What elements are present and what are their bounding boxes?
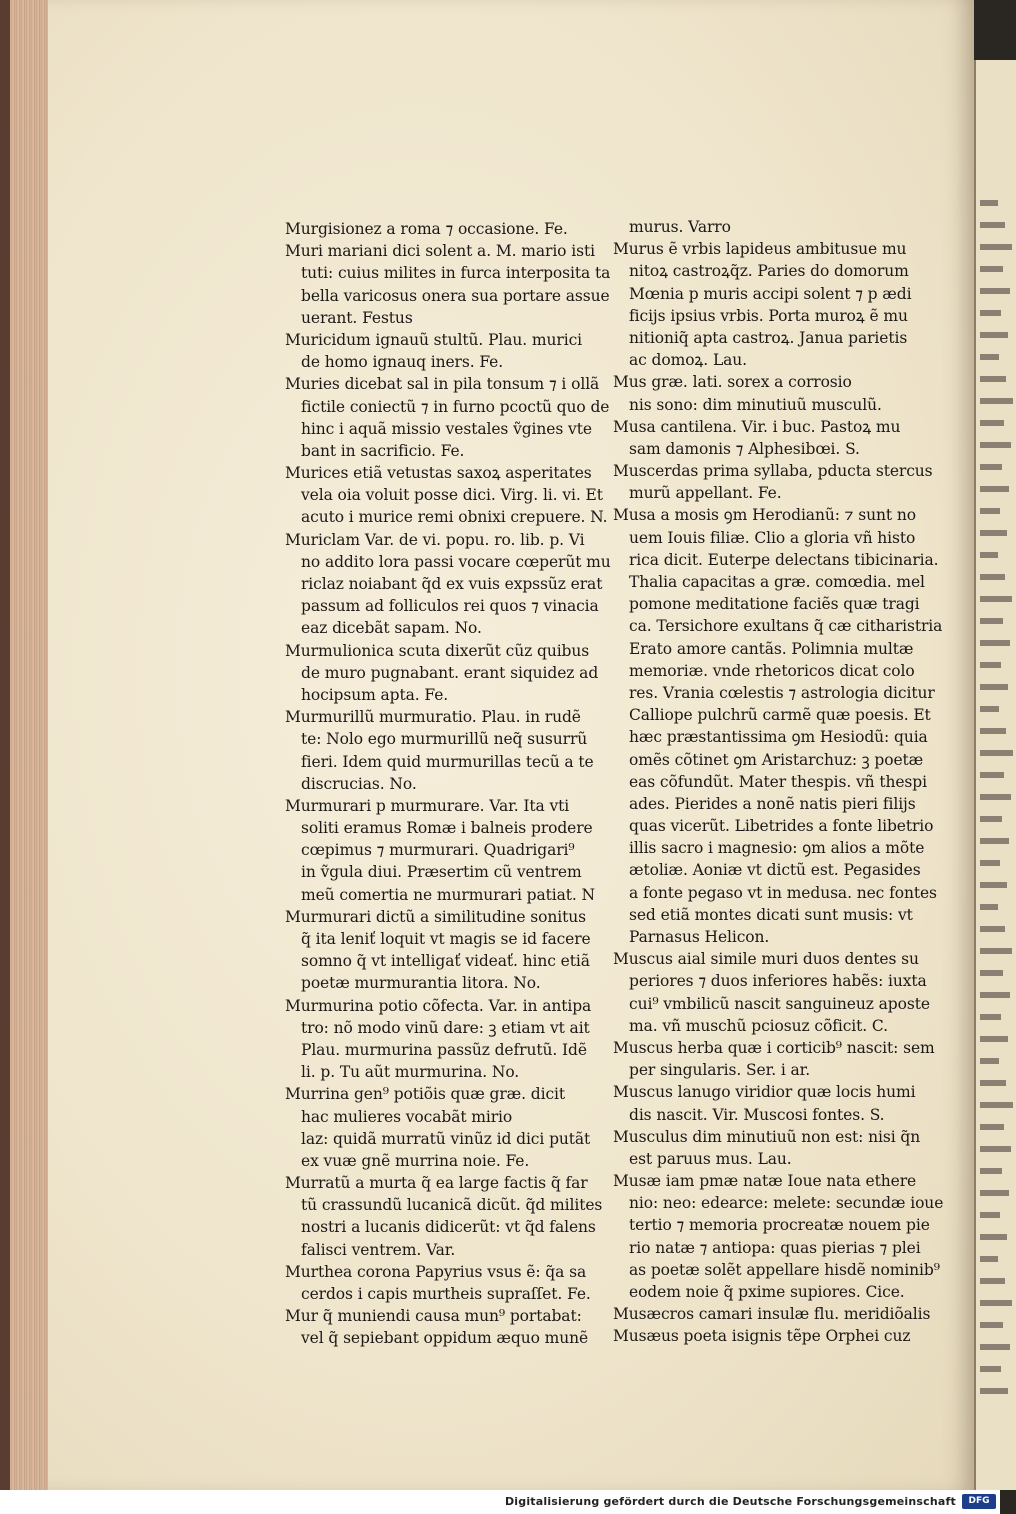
text-line: Murrina gen⁹ potiõis quæ græ. dicit bbox=[285, 1085, 566, 1104]
text-line: Muscus herba quæ i corticib⁹ nascit: sem bbox=[613, 1038, 935, 1057]
footer-bar bbox=[0, 1490, 1000, 1514]
facing-text-smudge bbox=[980, 1322, 1003, 1328]
text-line: tro: nõ modo vinũ dare: ꝫ etiam vt ait bbox=[301, 1018, 590, 1037]
text-line: no addito lora passi vocare cœperũt mu bbox=[301, 552, 611, 571]
text-line: murus. Varro bbox=[629, 218, 731, 236]
text-line: Muscerdas prima syllaba, pducta stercus bbox=[613, 462, 933, 481]
text-line: cerdos i capis murtheis supraſſet. Fe. bbox=[301, 1285, 591, 1303]
facing-text-smudge bbox=[980, 640, 1010, 646]
facing-text-smudge bbox=[980, 1146, 1011, 1152]
facing-text-smudge bbox=[980, 1300, 1012, 1306]
text-line: quas vicerũt. Libetrides a fonte libetrio bbox=[629, 817, 934, 836]
text-line: ficijs ipsius vrbis. Porta muroꝝ ẽ mu bbox=[629, 306, 908, 325]
facing-text-smudge bbox=[980, 310, 1001, 316]
facing-text-smudge bbox=[980, 1036, 1008, 1042]
text-line: Murratũ a murta q̃ ea large factis q̃ far bbox=[285, 1174, 588, 1193]
facing-text-smudge bbox=[980, 530, 1007, 536]
binding-edge bbox=[0, 0, 10, 1490]
text-line: Murthea corona Papyrius vsus ẽ: q̃a sa bbox=[285, 1262, 587, 1281]
facing-text-smudge bbox=[980, 1080, 1006, 1086]
text-line: fictile coniectũ ⁊ in furno pcoctũ quo de bbox=[301, 397, 610, 416]
text-line: ca. Tersichore exultans q̃ cæ citharistria bbox=[629, 617, 943, 636]
text-line: in ṽgula diui. Præsertim cũ ventrem bbox=[301, 863, 582, 882]
facing-text-smudge bbox=[980, 1124, 1004, 1130]
facing-text-smudge bbox=[980, 288, 1010, 294]
facing-text-smudge bbox=[980, 1190, 1009, 1196]
dfg-logo: DFG bbox=[962, 1494, 996, 1509]
facing-text-smudge bbox=[980, 332, 1008, 338]
facing-text-smudge bbox=[980, 574, 1005, 580]
text-line: Murmurillũ murmuratio. Plau. in rudẽ bbox=[285, 708, 581, 727]
facing-text-smudge bbox=[980, 1278, 1005, 1284]
text-line: Mœnia p muris accipi solent ⁊ p ædi bbox=[629, 284, 912, 303]
text-line: Musæcros camari insulæ flu. meridiõalis bbox=[613, 1305, 931, 1324]
text-line: Murgisionez a roma ⁊ occasione. Fe. bbox=[285, 220, 568, 238]
facing-text-smudge bbox=[980, 992, 1010, 998]
facing-text-smudge bbox=[980, 794, 1011, 800]
text-line: de muro pugnabant. erant siquidez ad bbox=[301, 663, 599, 682]
text-line: falisci ventrem. Var. bbox=[301, 1240, 456, 1259]
text-line: nis sono: dim minutiuũ musculũ. bbox=[629, 395, 882, 414]
facing-text-smudge bbox=[980, 970, 1003, 976]
facing-text-smudge bbox=[980, 596, 1012, 602]
facing-text-smudge bbox=[980, 1366, 1001, 1372]
text-line: nitioniq̃ apta castroꝝ. Janua parietis bbox=[629, 328, 908, 347]
text-line: pomone meditatione faciẽs quæ tragi bbox=[629, 595, 920, 614]
text-line: Murmurari dictũ a similitudine sonitus bbox=[285, 907, 587, 926]
facing-text-smudge bbox=[980, 1234, 1007, 1240]
text-line: Muscus lanugo viridior quæ locis humi bbox=[613, 1083, 916, 1102]
facing-text-smudge bbox=[980, 1014, 1001, 1020]
facing-text-smudge bbox=[980, 1388, 1008, 1394]
text-line: cœpimus ⁊ murmurari. Quadrigari⁹ bbox=[301, 841, 575, 860]
text-line: ac domoꝝ. Lau. bbox=[629, 351, 747, 370]
text-line: tũ crassundũ lucanicã dicũt. q̃d milites bbox=[301, 1196, 603, 1215]
text-line: Murices etiã vetustas saxoꝝ asperitates bbox=[285, 464, 592, 483]
text-line: q̃ ita leniť loquit vt magis se id facere bbox=[301, 930, 591, 948]
facing-text-smudge bbox=[980, 376, 1006, 382]
text-line: Muriclam Var. de vi. popu. ro. lib. p. Vi bbox=[285, 530, 585, 549]
text-line: meũ comertia ne murmurari patiat. N bbox=[301, 885, 595, 904]
text-line: est paruus mus. Lau. bbox=[629, 1149, 792, 1168]
text-line: hæc præstantissima ꝯm Hesiodũ: quia bbox=[629, 728, 928, 747]
facing-text-smudge bbox=[980, 266, 1003, 272]
text-line: hocipsum apta. Fe. bbox=[301, 685, 449, 704]
text-line: nostri a lucanis didicerũt: vt q̃d falens bbox=[301, 1218, 596, 1237]
text-line: uem Iouis filiæ. Clio a gloria vñ histo bbox=[629, 528, 916, 547]
text-line: vela oia voluit posse dici. Virg. li. vi. Et bbox=[301, 486, 603, 505]
facing-text-smudge bbox=[980, 1102, 1013, 1108]
text-line: poetæ murmurantia litora. No. bbox=[301, 974, 541, 993]
facing-text-smudge bbox=[980, 354, 999, 360]
text-line: periores ⁊ duos inferiores habẽs: iuxta bbox=[629, 972, 927, 991]
facing-text-smudge bbox=[980, 882, 1007, 888]
text-line: Murmurari p murmurare. Var. Ita vti bbox=[285, 796, 570, 815]
text-line: Musa a mosis ꝯm Herodianũ: ⁊ sunt no bbox=[613, 506, 916, 525]
text-line: soliti eramus Romæ i balneis prodere bbox=[301, 819, 593, 838]
text-line: Murmurina potio cõfecta. Var. in antipa bbox=[285, 996, 592, 1015]
text-line: omẽs cõtinet ꝯm Aristarchuz: ꝫ poetæ bbox=[629, 750, 924, 769]
text-line: Musa cantilena. Vir. i buc. Pastoꝝ mu bbox=[613, 417, 901, 436]
text-line: bant in sacrificio. Fe. bbox=[301, 441, 465, 460]
text-line: somno q̃ vt intelligať videať. hinc etiã bbox=[301, 952, 590, 971]
facing-text-smudge bbox=[980, 420, 1004, 426]
text-line: hac mulieres vocabãt mirio bbox=[301, 1107, 513, 1126]
text-line: Muries dicebat sal in pila tonsum ⁊ i ollã bbox=[285, 375, 600, 394]
facing-text-smudge bbox=[980, 222, 1005, 228]
footer-credit: Digitalisierung gefördert durch die Deutsche Forschungsgemeinschaft bbox=[504, 1495, 956, 1508]
facing-text-smudge bbox=[980, 706, 999, 712]
left-text-column bbox=[285, 218, 611, 1350]
facing-text-smudge bbox=[980, 442, 1011, 448]
text-line: Calliope pulchrũ carmẽ quæ poesis. Et bbox=[629, 706, 931, 725]
text-line: cui⁹ vmbilicũ nascit sanguineuz aposte bbox=[629, 994, 930, 1013]
text-line: hinc i aquã missio vestales ṽgines vte bbox=[301, 419, 592, 438]
text-line: sam damonis ⁊ Alphesibœi. S. bbox=[629, 439, 860, 458]
text-line: Musculus dim minutiuũ non est: nisi q̃n bbox=[613, 1127, 921, 1146]
text-line: Mus græ. lati. sorex a corrosio bbox=[613, 373, 852, 392]
facing-text-smudge bbox=[980, 1256, 998, 1262]
text-line: Murus ẽ vrbis lapideus ambitusue mu bbox=[613, 240, 907, 259]
text-line: a fonte pegaso vt in medusa. nec fontes bbox=[629, 883, 937, 902]
text-line: ex vuæ gnẽ murrina noie. Fe. bbox=[301, 1151, 530, 1170]
text-line: Musæus poeta isignis tẽpe Orphei cuz bbox=[613, 1327, 911, 1346]
facing-text-smudge bbox=[980, 552, 998, 558]
text-line: laz: quidã murratũ vinũz id dici putãt bbox=[301, 1129, 591, 1148]
facing-text-smudge bbox=[980, 772, 1004, 778]
text-line: discrucias. No. bbox=[301, 774, 417, 793]
text-line: Mur q̃ muniendi causa mun⁹ portabat: bbox=[285, 1307, 582, 1326]
text-line: te: Nolo ego murmurillũ neq̃ susurrũ bbox=[301, 730, 588, 749]
text-line: fieri. Idem quid murmurillas tecũ a te bbox=[301, 752, 594, 771]
facing-text-smudge bbox=[980, 508, 1000, 514]
text-line: Thalia capacitas a græ. comœdia. mel bbox=[629, 573, 925, 591]
text-line: nio: neo: edearce: melete: secundæ ioue bbox=[629, 1194, 944, 1213]
text-line: Muricidum ignauũ stultũ. Plau. murici bbox=[285, 330, 583, 349]
text-line: Parnasus Helicon. bbox=[629, 928, 770, 946]
text-line: tertio ⁊ memoria procreatæ nouem pie bbox=[629, 1216, 930, 1235]
facing-text-smudge bbox=[980, 200, 998, 206]
facing-text-smudge bbox=[980, 662, 1001, 668]
text-line: dis nascit. Vir. Muscosi fontes. S. bbox=[629, 1105, 885, 1124]
text-line: acuto i murice remi obnixi crepuere. N. bbox=[301, 508, 608, 527]
facing-text-smudge bbox=[980, 684, 1008, 690]
text-line: res. Vrania cœlestis ⁊ astrologia dicitur bbox=[629, 683, 935, 702]
right-text-column bbox=[613, 216, 944, 1348]
facing-text-smudge bbox=[980, 244, 1012, 250]
text-line: rica dicit. Euterpe delectans tibicinaria. bbox=[629, 550, 939, 569]
facing-page-edge bbox=[974, 60, 1016, 1490]
text-line: li. p. Tu aũt murmurina. No. bbox=[301, 1063, 520, 1082]
facing-text-smudge bbox=[980, 860, 1000, 866]
facing-text-smudge bbox=[980, 398, 1013, 404]
facing-text-smudge bbox=[980, 1168, 1002, 1174]
facing-text-smudge bbox=[980, 486, 1009, 492]
text-line: riclaz noiabant q̃d ex vuis expssũz erat bbox=[301, 575, 603, 593]
text-line: Murmulionica scuta dixerũt cũz quibus bbox=[285, 641, 590, 660]
text-line: Musæ iam pmæ natæ Ioue nata ethere bbox=[613, 1172, 917, 1191]
text-line: de homo ignauq iners. Fe. bbox=[301, 353, 504, 372]
text-line: tuti: cuius milites in furca interposita ta bbox=[301, 264, 611, 283]
facing-text-smudge bbox=[980, 464, 1002, 470]
text-line: passum ad folliculos rei quos ⁊ vinacia bbox=[301, 597, 599, 616]
text-line: nitoꝝ castroꝝq̃z. Paries do domorum bbox=[629, 262, 909, 281]
text-line: ætoliæ. Aoniæ vt dictũ est. Pegasides bbox=[629, 861, 921, 880]
text-line: uerant. Festus bbox=[301, 308, 413, 327]
facing-text-smudge bbox=[980, 1344, 1010, 1350]
text-line: rio natæ ⁊ antiopa: quas pierias ⁊ plei bbox=[629, 1238, 921, 1257]
text-line: ades. Pierides a nonẽ natis pieri filijs bbox=[629, 794, 916, 813]
facing-text-smudge bbox=[980, 948, 1012, 954]
text-line: eaz dicebãt sapam. No. bbox=[301, 619, 482, 638]
text-line: Plau. murmurina passũz defrutũ. Idẽ bbox=[301, 1040, 587, 1059]
facing-text-smudge bbox=[980, 904, 998, 910]
text-line: sed etiã montes dicati sunt musis: vt bbox=[629, 905, 913, 924]
text-line: Muri mariani dici solent a. M. mario isti bbox=[285, 242, 595, 261]
text-line: vel q̃ sepiebant oppidum æquo munẽ bbox=[301, 1329, 589, 1348]
text-line: Muscus aial simile muri duos dentes su bbox=[613, 950, 919, 969]
text-line: as poetæ solẽt appellare hisdẽ nominib⁹ bbox=[629, 1260, 940, 1279]
text-line: per singularis. Ser. i ar. bbox=[629, 1061, 811, 1080]
text-line: eas cõfundũt. Mater thespis. vñ thespi bbox=[629, 772, 927, 791]
text-line: memoriæ. vnde rhetoricos dicat colo bbox=[629, 661, 915, 680]
text-line: bella varicosus onera sua portare assue bbox=[301, 286, 610, 305]
text-line: eodem noie q̃ pxime supiores. Cice. bbox=[629, 1283, 905, 1301]
text-line: illis sacro i magnesio: ꝯm alios a mõte bbox=[629, 839, 925, 858]
facing-text-smudge bbox=[980, 1058, 999, 1064]
facing-text-smudge bbox=[980, 1212, 1000, 1218]
facing-text-smudge bbox=[980, 838, 1009, 844]
text-line: murũ appellant. Fe. bbox=[629, 484, 782, 503]
facing-text-smudge bbox=[980, 728, 1006, 734]
facing-text-smudge bbox=[980, 816, 1002, 822]
text-line: Erato amore cantãs. Polimnia multæ bbox=[629, 639, 914, 658]
facing-text-smudge bbox=[980, 618, 1003, 624]
facing-text-smudge bbox=[980, 750, 1013, 756]
text-line: ma. vñ muschũ pciosuz cõficit. C. bbox=[629, 1016, 888, 1035]
facing-text-smudge bbox=[980, 926, 1005, 932]
